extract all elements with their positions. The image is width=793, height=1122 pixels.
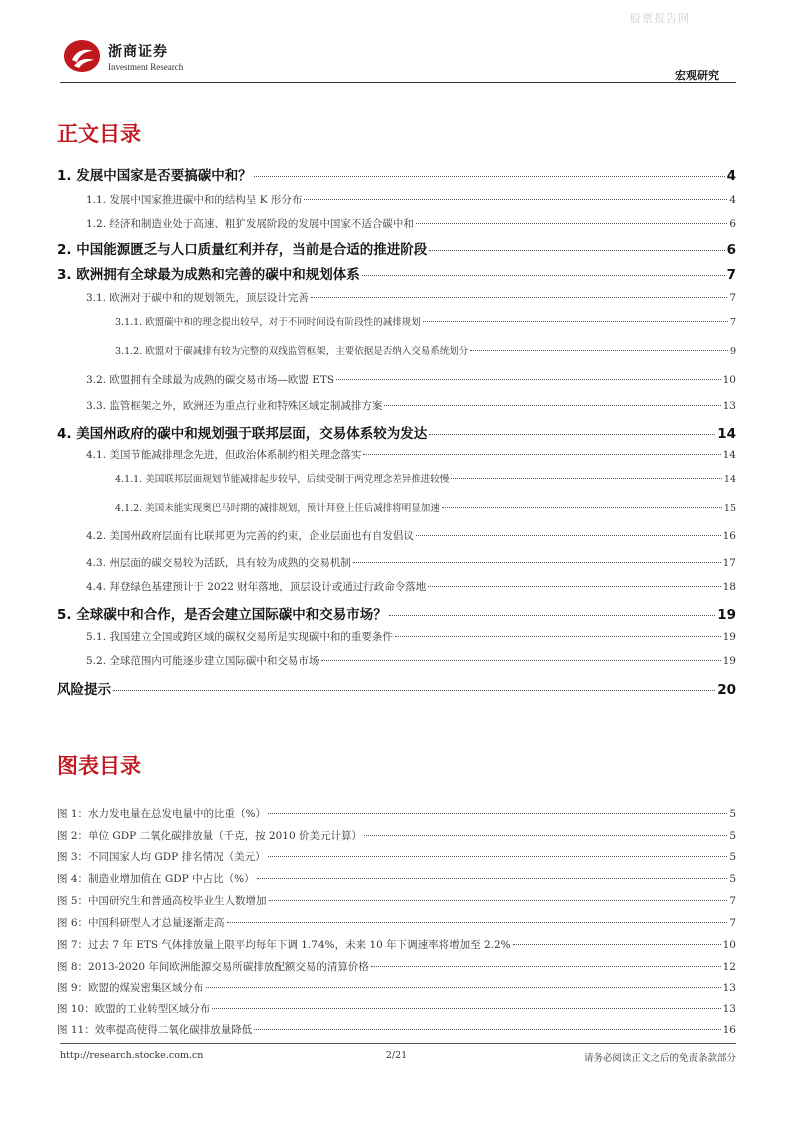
dot-leader [362,275,725,276]
figure-entry[interactable] [0,980,793,995]
dot-leader [395,636,721,637]
figure-entry-page: 5 [729,873,736,885]
toc-entry-page: 19 [722,655,736,667]
dot-leader [304,199,727,200]
toc-entry-title: 1.1. 发展中国家推进碳中和的结构呈 K 形分布 [86,194,303,206]
dot-leader [423,321,728,322]
toc-entry-page: 16 [722,530,736,542]
figure-entry[interactable] [0,893,793,908]
figure-entry[interactable] [0,1001,793,1016]
toc-entry[interactable] [0,579,793,594]
figure-entry[interactable] [0,1022,793,1037]
toc-entry[interactable] [0,290,793,305]
figure-entry-page: 5 [729,808,736,820]
figure-entry[interactable] [0,937,793,952]
toc-entry[interactable] [0,500,793,514]
dot-leader [416,535,721,536]
figure-entry-title: 图 8：2013-2020 年间欧洲能源交易所碳排放配额交易的清算价格 [57,961,369,973]
dot-leader [451,478,722,479]
figure-entry[interactable] [0,871,793,886]
header-divider [60,82,736,83]
toc-entry-title: 5.1. 我国建立全国或跨区域的碳权交易所是实现碳中和的重要条件 [86,631,393,643]
toc-entry[interactable] [0,238,793,258]
dot-leader [254,176,725,177]
dot-leader [257,878,728,879]
toc-entry-page: 7 [729,317,736,328]
toc-entry-page: 9 [729,346,736,357]
toc-entry-page: 4 [729,194,736,206]
toc-entry[interactable] [0,447,793,462]
figure-entry-page: 13 [722,982,736,994]
figure-entry-page: 16 [722,1024,736,1036]
toc-entry-page: 4 [726,168,736,184]
dot-leader [311,297,727,298]
toc-entry[interactable] [0,629,793,644]
dot-leader [513,944,721,945]
dot-leader [336,379,721,380]
toc-entry-title: 4.1.1. 美国联邦层面规划节能减排起步较早，后续受制于两党理念差异推进较慢 [115,474,450,485]
toc-entry-title: 3.1. 欧洲对于碳中和的规划领先，顶层设计完善 [86,292,309,304]
brand-name-en: Investment Research [108,61,184,72]
dot-leader [428,586,720,587]
toc-entry[interactable] [0,192,793,207]
toc-entry-page: 14 [717,426,736,442]
figure-entry-title: 图 7：过去 7 年 ETS 气体排放量上限平均每年下调 1.74%，未来 10 年下调速率将增加至 2.2% [57,939,511,951]
footer-url[interactable]: http://research.stocke.com.cn [60,1050,204,1061]
toc-entry-title: 5. 全球碳中和合作，是否会建立国际碳中和交易市场？ [57,607,387,623]
toc-entry-page: 6 [726,242,736,258]
dot-leader [212,1008,720,1009]
figure-entry[interactable] [0,849,793,864]
toc-entry-title: 4.1. 美国节能减排理念先进，但政治体系制约相关理念落实 [86,449,362,461]
toc-entry-page: 7 [726,267,736,283]
toc-entry-title: 4.1.2. 美国未能实现奥巴马时期的减排规划，预计拜登上任后减排将明显加速 [115,503,440,514]
dot-leader [429,250,724,251]
toc-entry-page: 19 [717,607,736,623]
toc-entry[interactable] [0,555,793,570]
toc-entry[interactable] [0,343,793,357]
toc-entry[interactable] [0,398,793,413]
toc-entry[interactable] [0,678,793,698]
dot-leader [268,856,728,857]
toc-entry-page: 6 [729,218,736,230]
figure-entry[interactable] [0,959,793,974]
dot-leader [470,350,728,351]
figure-entry-title: 图 5：中国研究生和普通高校毕业生人数增加 [57,895,267,907]
section-tag: 宏观研究 [675,69,719,82]
toc-entry-page: 7 [729,292,736,304]
figure-entry-page: 10 [722,939,736,951]
figure-entry-page: 7 [729,895,736,907]
toc-entry-title: 3.1.1. 欧盟碳中和的理念提出较早，对于不同时间设有阶段性的减排规划 [115,317,421,328]
toc-entry-title: 3.2. 欧盟拥有全球最为成熟的碳交易市场—欧盟 ETS [86,374,335,386]
toc-entry[interactable] [0,263,793,283]
toc-entry[interactable] [0,164,793,184]
figure-entry[interactable] [0,806,793,821]
toc-entry-title: 1.2. 经济和制造业处于高速、粗犷发展阶段的发展中国家不适合碳中和 [86,218,414,230]
toc-entry[interactable] [0,471,793,485]
toc-entry-page: 17 [722,557,736,569]
figure-entry-page: 13 [722,1003,736,1015]
dot-leader [384,405,720,406]
toc-entry-title: 4.3. 州层面的碳交易较为活跃，具有较为成熟的交易机制 [86,557,351,569]
dot-leader [416,223,727,224]
dot-leader [442,507,722,508]
dot-leader [321,660,720,661]
toc-entry-title: 4. 美国州政府的碳中和规划强于联邦层面，交易体系较为发达 [57,426,428,442]
dot-leader [363,454,720,455]
toc-entry[interactable] [0,216,793,231]
toc-entry-page: 14 [723,474,736,485]
toc-entry-title: 3.1.2. 欧盟对于碳减排有较为完整的双线监管框架，主要依据是否纳入交易系统划分 [115,346,469,357]
dot-leader [353,562,721,563]
toc-heading: 正文目录 [57,122,141,146]
footer-disclaimer: 请务必阅读正文之后的免责条款部分 [583,1053,736,1064]
toc-entry-page: 14 [722,449,736,461]
toc-entry[interactable] [0,653,793,668]
figure-entry-page: 5 [729,830,736,842]
figure-entry-title: 图 9：欧盟的煤炭密集区域分布 [57,982,204,994]
toc-entry-page: 18 [722,581,736,593]
brand-logo [62,38,183,74]
dot-leader [364,835,727,836]
dot-leader [269,900,728,901]
figure-entry-page: 5 [729,851,736,863]
toc-entry-page: 13 [722,400,736,412]
figure-entry-page: 12 [722,961,736,973]
toc-entry-title: 1. 发展中国家是否要搞碳中和？ [57,168,252,184]
figure-entry-title: 图 4：制造业增加值在 GDP 中占比（%） [57,873,255,885]
toc-entry-page: 10 [722,374,736,386]
dot-leader [254,1029,720,1030]
figure-entry-title: 图 6：中国科研型人才总量逐渐走高 [57,917,225,929]
toc-entry-page: 20 [717,682,736,698]
footer-divider [60,1043,736,1044]
figure-entry[interactable] [0,828,793,843]
watermark: 股票报告网 [630,12,690,25]
toc-entry-page: 19 [722,631,736,643]
toc-entry-page: 15 [723,503,736,514]
toc-entry-title: 4.4. 拜登绿色基建预计于 2022 财年落地，顶层设计或通过行政命令落地 [86,581,427,593]
figure-entry-title: 图 3：不同国家人均 GDP 排名情况（美元） [57,851,266,863]
dot-leader [429,434,715,435]
toc-entry[interactable] [0,603,793,623]
footer-page-number: 2/21 [385,1050,408,1061]
toc-entry[interactable] [0,528,793,543]
figure-entry-title: 图 1：水力发电量在总发电量中的比重（%） [57,808,266,820]
dot-leader [389,615,715,616]
toc-entry-title: 3. 欧洲拥有全球最为成熟和完善的碳中和规划体系 [57,267,360,283]
figure-entry-title: 图 2：单位 GDP 二氧化碳排放量（千克，按 2010 价美元计算） [57,830,362,842]
figure-entry[interactable] [0,915,793,930]
dot-leader [113,690,715,691]
brand-name-cn: 浙商证券 [108,43,168,60]
dot-leader [268,813,727,814]
dot-leader [206,987,721,988]
toc-entry[interactable] [0,422,793,442]
toc-entry-title: 5.2. 全球范围内可能逐步建立国际碳中和交易市场 [86,655,320,667]
toc-entry-title: 4.2. 美国州政府层面有比联邦更为完善的约束，企业层面也有自发倡议 [86,530,414,542]
toc-entry-title: 3.3. 监管框架之外，欧洲还为重点行业和特殊区域定制减排方案 [86,400,383,412]
toc-entry-title: 风险提示 [57,682,111,698]
figure-entry-title: 图 11：效率提高使得二氧化碳排放量降低 [57,1024,253,1036]
figure-list-heading: 图表目录 [57,754,141,778]
logo-icon [62,38,102,74]
toc-entry-title: 2. 中国能源匮乏与人口质量红利并存，当前是合适的推进阶段 [57,242,428,258]
figure-entry-title: 图 10：欧盟的工业转型区域分布 [57,1003,211,1015]
toc-entry[interactable] [0,372,793,387]
toc-entry[interactable] [0,314,793,328]
figure-entry-page: 7 [729,917,736,929]
dot-leader [227,922,728,923]
dot-leader [371,966,721,967]
